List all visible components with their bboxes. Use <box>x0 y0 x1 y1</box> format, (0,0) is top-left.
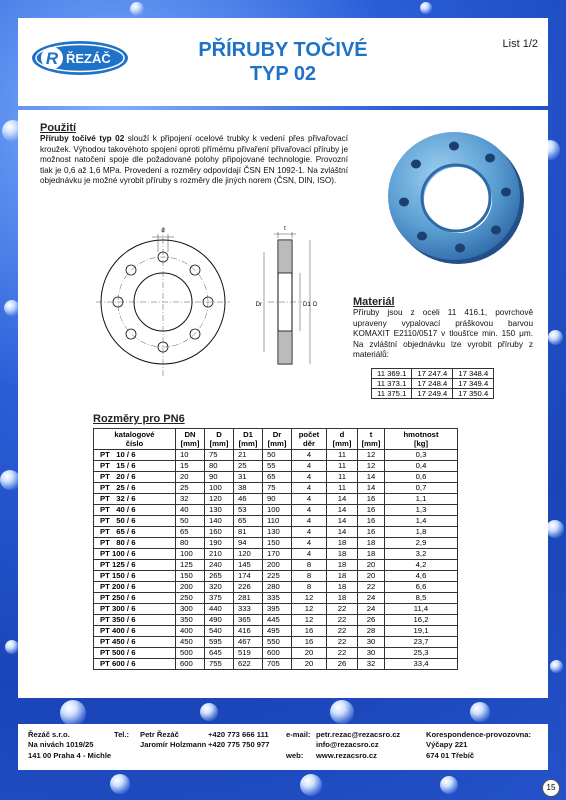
usage-text-body: slouží k připojení ocelové trubky k vedení přes přivařovací kroužek. Výhodou takovéhoto spojení oproti přímému přivaření přivařovací příruby je možnost natočení spoje dle požadované polohy připojované technologie. Provozní tlak je 0,6 až 1,6 MPa. Provedení a rozměry odpovídají ČSN EN 1092-1. Na zvláštní objednávku je možné vyrobit příruby s rozměry dle jiných norem (ČSN, DIN, ISO). <box>40 134 348 186</box>
table-cell: 120 <box>234 549 263 560</box>
column-header-line: počet <box>298 429 320 439</box>
column-header <box>358 429 385 450</box>
table-cell: 18 <box>327 593 358 604</box>
footer-company-street: Na nivách 1019/25 <box>28 740 94 750</box>
usage-text <box>40 134 348 187</box>
table-row <box>94 571 458 582</box>
table-cell: 20 <box>176 472 205 483</box>
table-cell: 11 375.1 <box>372 389 412 399</box>
table-cell: 80 <box>205 461 234 472</box>
table-cell: 0,7 <box>385 483 458 494</box>
table-cell: 300 <box>176 604 205 615</box>
column-header-line: děr <box>303 439 315 448</box>
table-cell: 14 <box>327 527 358 538</box>
table-cell: 26 <box>327 659 358 670</box>
table-cell: 22 <box>327 637 358 648</box>
table-cell: 65 <box>176 527 205 538</box>
table-cell: 335 <box>263 593 292 604</box>
table-cell: 33,4 <box>385 659 458 670</box>
footer-corr-city: 674 01 Třebíč <box>426 750 475 760</box>
table-cell: 16 <box>292 637 327 648</box>
footer-company-city: 141 00 Praha 4 - Michle <box>28 750 112 760</box>
table-row <box>94 626 458 637</box>
table-cell: 18 <box>358 549 385 560</box>
catalog-number-cell: PT 125 / 6 <box>94 560 176 571</box>
footer-emails <box>316 730 400 761</box>
footer-contact-name: Petr Řezáč <box>140 730 179 739</box>
table-row <box>94 648 458 659</box>
column-header-line: hmotnost <box>403 429 439 439</box>
table-cell: 440 <box>205 604 234 615</box>
table-cell: 90 <box>263 494 292 505</box>
footer-phones <box>208 730 269 751</box>
catalog-number-cell: PT 250 / 6 <box>94 593 176 604</box>
table-cell: 150 <box>263 538 292 549</box>
table-cell: 12 <box>358 450 385 461</box>
table-cell: 16 <box>358 527 385 538</box>
table-cell: 11,4 <box>385 604 458 615</box>
catalog-number-cell: PT 10 / 6 <box>94 450 176 461</box>
table-row <box>94 582 458 593</box>
catalog-number-cell: PT 400 / 6 <box>94 626 176 637</box>
table-row <box>94 593 458 604</box>
table-cell: 190 <box>205 538 234 549</box>
column-header <box>385 429 458 450</box>
drawing-label-d: d <box>161 228 165 234</box>
table-cell: 11 <box>327 461 358 472</box>
column-header <box>176 429 205 450</box>
table-cell: 30 <box>358 637 385 648</box>
table-cell: 8 <box>292 560 327 571</box>
logo-text: ŘEZÁČ <box>66 51 111 66</box>
table-cell: 595 <box>205 637 234 648</box>
table-cell: 600 <box>263 648 292 659</box>
column-header-line: [mm] <box>267 439 287 448</box>
table-cell: 20 <box>292 659 327 670</box>
table-cell: 1,3 <box>385 505 458 516</box>
table-cell: 81 <box>234 527 263 538</box>
column-header-line: [mm] <box>209 439 229 448</box>
table-cell: 0,4 <box>385 461 458 472</box>
table-row <box>94 505 458 516</box>
title-line-2: TYP 02 <box>249 63 317 85</box>
table-cell: 4 <box>292 505 327 516</box>
table-cell: 265 <box>205 571 234 582</box>
page-title <box>18 38 548 86</box>
drawing-label-t: t <box>284 226 286 232</box>
catalog-number-cell: PT 300 / 6 <box>94 604 176 615</box>
table-cell: 12 <box>292 615 327 626</box>
table-cell: 150 <box>176 571 205 582</box>
column-header-line: DN <box>184 429 196 439</box>
table-cell: 3,2 <box>385 549 458 560</box>
column-header-line: [mm] <box>180 439 200 448</box>
table-cell: 4 <box>292 483 327 494</box>
table-cell: 226 <box>234 582 263 593</box>
table-cell: 22 <box>327 648 358 659</box>
drawing-label-Dr: Dr <box>255 302 262 308</box>
table-cell: 174 <box>234 571 263 582</box>
table-cell: 170 <box>263 549 292 560</box>
table-row <box>372 369 494 379</box>
table-cell: 14 <box>358 483 385 494</box>
table-row <box>94 560 458 571</box>
table-cell: 24 <box>358 593 385 604</box>
footer-web-link[interactable]: www.rezacsro.cz <box>316 750 377 760</box>
table-cell: 11 373.1 <box>372 379 412 389</box>
main-content <box>18 110 548 698</box>
table-cell: 130 <box>263 527 292 538</box>
table-cell: 2,9 <box>385 538 458 549</box>
column-header-line: [mm] <box>332 439 352 448</box>
catalog-number-cell: PT 20 / 6 <box>94 472 176 483</box>
table-cell: 75 <box>263 483 292 494</box>
table-header-row <box>94 429 458 450</box>
table-cell: 600 <box>176 659 205 670</box>
table-cell: 25 <box>176 483 205 494</box>
table-cell: 145 <box>234 560 263 571</box>
table-cell: 320 <box>205 582 234 593</box>
table-cell: 26 <box>358 615 385 626</box>
table-cell: 225 <box>263 571 292 582</box>
catalog-number-cell: PT 450 / 6 <box>94 637 176 648</box>
table-cell: 540 <box>205 626 234 637</box>
table-cell: 94 <box>234 538 263 549</box>
footer-corr-street: Výčapy 221 <box>426 740 468 750</box>
column-header-line: d <box>339 429 345 439</box>
column-header-line: t <box>369 429 373 439</box>
table-cell: 31 <box>234 472 263 483</box>
column-header-line: D1 <box>243 429 253 439</box>
table-cell: 20 <box>358 560 385 571</box>
dimensions-heading-wrap <box>93 413 185 425</box>
footer-correspondence <box>426 730 531 761</box>
table-cell: 11 369.1 <box>372 369 412 379</box>
table-cell: 11 <box>327 450 358 461</box>
catalog-number-cell: PT 100 / 6 <box>94 549 176 560</box>
column-header <box>292 429 327 450</box>
table-cell: 4 <box>292 472 327 483</box>
table-row <box>372 389 494 399</box>
table-cell: 10 <box>176 450 205 461</box>
dimensions-table <box>93 428 458 670</box>
table-cell: 12 <box>292 604 327 615</box>
table-cell: 140 <box>205 516 234 527</box>
table-cell: 18 <box>327 538 358 549</box>
table-cell: 18 <box>327 549 358 560</box>
table-row <box>94 549 458 560</box>
table-cell: 4 <box>292 527 327 538</box>
table-cell: 16,2 <box>385 615 458 626</box>
table-cell: 645 <box>205 648 234 659</box>
table-cell: 200 <box>176 582 205 593</box>
usage-text-bold: Příruby točivé typ 02 <box>40 134 125 143</box>
table-cell: 65 <box>234 516 263 527</box>
table-cell: 350 <box>176 615 205 626</box>
catalog-number-cell: PT 500 / 6 <box>94 648 176 659</box>
table-cell: 210 <box>205 549 234 560</box>
table-cell: 90 <box>205 472 234 483</box>
header <box>18 18 548 106</box>
table-row <box>372 379 494 389</box>
table-cell: 80 <box>176 538 205 549</box>
table-cell: 16 <box>358 505 385 516</box>
table-cell: 16 <box>358 494 385 505</box>
usage-section <box>40 122 348 187</box>
table-cell: 550 <box>263 637 292 648</box>
table-cell: 50 <box>263 450 292 461</box>
table-cell: 22 <box>327 626 358 637</box>
table-cell: 125 <box>176 560 205 571</box>
table-cell: 519 <box>234 648 263 659</box>
catalog-number-cell: PT 80 / 6 <box>94 538 176 549</box>
table-cell: 22 <box>358 582 385 593</box>
footer-phone: +420 773 666 111 <box>208 730 269 739</box>
table-cell: 20 <box>292 648 327 659</box>
footer-corr-label: Korespondence-provozovna: <box>426 730 532 739</box>
footer-email-label-text: e-mail: <box>286 730 311 739</box>
table-cell: 18 <box>327 571 358 582</box>
table-cell: 14 <box>327 494 358 505</box>
table-cell: 14 <box>327 516 358 527</box>
catalog-number-cell: PT 25 / 6 <box>94 483 176 494</box>
table-cell: 17 249.4 <box>412 389 453 399</box>
table-cell: 75 <box>205 450 234 461</box>
table-row <box>94 637 458 648</box>
table-cell: 11 <box>327 472 358 483</box>
column-header-line: Dr <box>272 429 282 439</box>
footer-phone: +420 775 750 977 <box>208 740 270 750</box>
table-row <box>94 461 458 472</box>
table-cell: 25 <box>234 461 263 472</box>
page-number: 15 <box>542 779 560 797</box>
column-header <box>94 429 176 450</box>
footer-email-link[interactable]: petr.rezac@rezacsro.cz <box>316 730 401 739</box>
table-cell: 50 <box>176 516 205 527</box>
footer-email-link[interactable]: info@rezacsro.cz <box>316 740 379 750</box>
table-cell: 0,6 <box>385 472 458 483</box>
footer-email-label <box>286 730 310 761</box>
table-cell: 1,4 <box>385 516 458 527</box>
table-cell: 333 <box>234 604 263 615</box>
column-header-line: [mm] <box>238 439 258 448</box>
table-cell: 22 <box>327 604 358 615</box>
footer-company-name: Řezáč s.r.o. <box>28 730 70 739</box>
column-header-line: [kg] <box>413 439 429 448</box>
table-cell: 17 350.4 <box>453 389 494 399</box>
table-cell: 4 <box>292 516 327 527</box>
catalog-number-cell: PT 350 / 6 <box>94 615 176 626</box>
column-header-line: [mm] <box>361 439 381 448</box>
footer-company <box>28 730 111 761</box>
column-header <box>263 429 292 450</box>
sheet-label: List 1/2 <box>502 38 538 50</box>
table-row <box>94 527 458 538</box>
table-cell: 55 <box>263 461 292 472</box>
table-cell: 14 <box>358 472 385 483</box>
table-cell: 14 <box>327 505 358 516</box>
table-cell: 18 <box>358 538 385 549</box>
catalog-number-cell: PT 40 / 6 <box>94 505 176 516</box>
table-cell: 4 <box>292 538 327 549</box>
column-header-line: D <box>216 429 222 439</box>
table-cell: 4 <box>292 461 327 472</box>
table-cell: 705 <box>263 659 292 670</box>
material-section <box>353 296 538 361</box>
table-cell: 110 <box>263 516 292 527</box>
footer-tel-label: Tel.: <box>114 730 130 739</box>
column-header <box>234 429 263 450</box>
catalog-number-cell: PT 50 / 6 <box>94 516 176 527</box>
table-cell: 17 349.4 <box>453 379 494 389</box>
table-cell: 16 <box>292 626 327 637</box>
table-cell: 46 <box>234 494 263 505</box>
table-cell: 100 <box>263 505 292 516</box>
table-cell: 755 <box>205 659 234 670</box>
table-row <box>94 494 458 505</box>
table-cell: 8 <box>292 582 327 593</box>
table-cell: 500 <box>176 648 205 659</box>
table-cell: 12 <box>358 461 385 472</box>
usage-heading: Použití <box>40 122 77 134</box>
column-header <box>327 429 358 450</box>
table-cell: 160 <box>205 527 234 538</box>
drawing-label-D: D <box>313 302 318 308</box>
table-cell: 445 <box>263 615 292 626</box>
table-cell: 38 <box>234 483 263 494</box>
table-cell: 17 348.4 <box>453 369 494 379</box>
table-cell: 200 <box>263 560 292 571</box>
table-cell: 20 <box>358 571 385 582</box>
column-header <box>205 429 234 450</box>
table-cell: 250 <box>176 593 205 604</box>
catalog-number-cell: PT 65 / 6 <box>94 527 176 538</box>
title-line-1: PŘÍRUBY TOČIVÉ <box>198 39 368 61</box>
table-cell: 32 <box>358 659 385 670</box>
table-cell: 53 <box>234 505 263 516</box>
table-cell: 240 <box>205 560 234 571</box>
table-cell: 11 <box>327 483 358 494</box>
table-row <box>94 615 458 626</box>
table-cell: 416 <box>234 626 263 637</box>
table-cell: 22 <box>327 615 358 626</box>
table-cell: 280 <box>263 582 292 593</box>
footer-web-label: web: <box>286 750 304 760</box>
table-cell: 8,5 <box>385 593 458 604</box>
table-row <box>94 659 458 670</box>
material-text: Příruby jsou z oceli 11 416.1, povrchově upraveny vypalovací práškovou barvou KOMAXIT E2110/0517 v tloušťce min. 150 μm. Na zvláštní objednávku lze vyrobit příruby z materiálů: <box>353 308 533 360</box>
table-cell: 450 <box>176 637 205 648</box>
column-header-line: katalogové <box>114 429 155 439</box>
table-cell: 495 <box>263 626 292 637</box>
material-heading: Materiál <box>353 296 395 308</box>
table-cell: 21 <box>234 450 263 461</box>
table-cell: 40 <box>176 505 205 516</box>
table-row <box>94 450 458 461</box>
table-cell: 100 <box>176 549 205 560</box>
table-cell: 490 <box>205 615 234 626</box>
table-row <box>94 483 458 494</box>
table-row <box>94 604 458 615</box>
table-cell: 4,6 <box>385 571 458 582</box>
table-cell: 622 <box>234 659 263 670</box>
table-cell: 4 <box>292 549 327 560</box>
table-cell: 17 247.4 <box>412 369 453 379</box>
technical-drawing <box>88 222 348 382</box>
logo-letter: R <box>45 49 59 68</box>
table-cell: 32 <box>176 494 205 505</box>
table-row <box>94 472 458 483</box>
table-cell: 15 <box>176 461 205 472</box>
material-table <box>371 368 494 399</box>
footer <box>18 724 548 770</box>
table-row <box>94 538 458 549</box>
table-cell: 100 <box>205 483 234 494</box>
catalog-number-cell: PT 15 / 6 <box>94 461 176 472</box>
table-cell: 0,3 <box>385 450 458 461</box>
table-cell: 4 <box>292 494 327 505</box>
table-cell: 8 <box>292 571 327 582</box>
table-cell: 65 <box>263 472 292 483</box>
table-cell: 365 <box>234 615 263 626</box>
table-cell: 281 <box>234 593 263 604</box>
table-cell: 12 <box>292 593 327 604</box>
table-cell: 375 <box>205 593 234 604</box>
table-cell: 16 <box>358 516 385 527</box>
table-cell: 120 <box>205 494 234 505</box>
table-cell: 17 248.4 <box>412 379 453 389</box>
table-cell: 1,8 <box>385 527 458 538</box>
table-row <box>94 516 458 527</box>
catalog-number-cell: PT 200 / 6 <box>94 582 176 593</box>
catalog-number-cell: PT 600 / 6 <box>94 659 176 670</box>
flange-photo <box>386 124 526 270</box>
table-cell: 24 <box>358 604 385 615</box>
table-cell: 30 <box>358 648 385 659</box>
table-cell: 395 <box>263 604 292 615</box>
table-cell: 23,7 <box>385 637 458 648</box>
drawing-label-D1: D1 <box>303 302 311 308</box>
table-cell: 1,1 <box>385 494 458 505</box>
catalog-number-cell: PT 32 / 6 <box>94 494 176 505</box>
table-cell: 467 <box>234 637 263 648</box>
footer-contacts <box>140 730 206 751</box>
dimensions-heading: Rozměry pro PN6 <box>93 413 185 425</box>
table-cell: 4,2 <box>385 560 458 571</box>
table-cell: 400 <box>176 626 205 637</box>
table-cell: 130 <box>205 505 234 516</box>
column-header-line: číslo <box>125 439 144 448</box>
table-cell: 18 <box>327 582 358 593</box>
footer-contact-name: Jaromír Holzmann <box>140 740 207 750</box>
catalog-number-cell: PT 150 / 6 <box>94 571 176 582</box>
table-cell: 6,6 <box>385 582 458 593</box>
table-cell: 25,3 <box>385 648 458 659</box>
table-cell: 18 <box>327 560 358 571</box>
table-cell: 28 <box>358 626 385 637</box>
table-cell: 19,1 <box>385 626 458 637</box>
table-cell: 4 <box>292 450 327 461</box>
